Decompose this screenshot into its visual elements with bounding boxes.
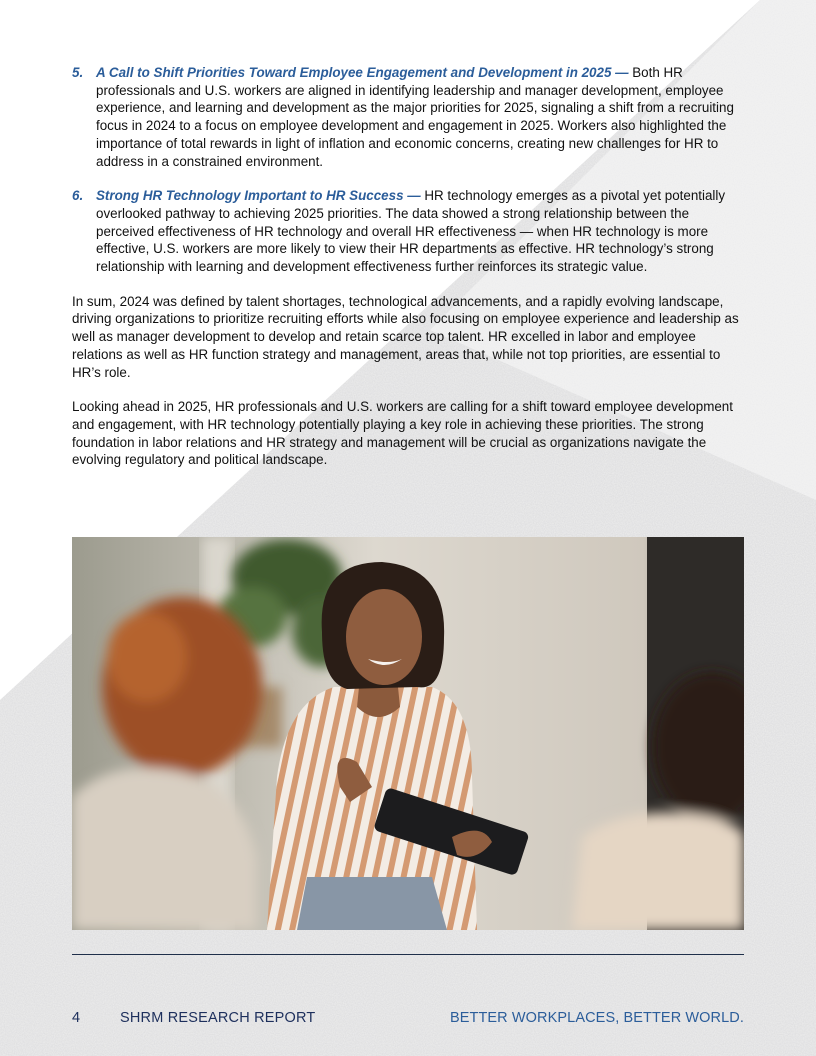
list-number: 6. (72, 188, 84, 204)
list-heading: A Call to Shift Priorities Toward Employee Engagement and Development in 2025 — (96, 65, 629, 80)
summary-paragraph: In sum, 2024 was defined by talent shortages, technological advancements, and a rapidly evolving landscape, driving organizations to prioritize recruiting efforts while also focusing on employee experience and leadership as well as manager development to develop and retain scarce top talent. HR excelled in labor and employee relations as well as HR function strategy and management, areas that, while not top priorities, are essential to HR’s role. (72, 293, 739, 380)
footer-divider (72, 954, 744, 955)
list-body: Both HR professionals and U.S. workers are aligned in identifying leadership and manager development, employee experience, and learning and development as the major priorities for 2025, signaling a shift from a recruiting focus in 2024 to a focus on employee development and engagement in 2025. Workers also highlighted the importance of total rewards in light of inflation and economic concerns, creating new challenges for HR to address in a constrained environment. (96, 65, 734, 169)
page-number: 4 (72, 1010, 81, 1026)
list-heading: Strong HR Technology Important to HR Success — (96, 188, 421, 204)
list-item (72, 64, 744, 170)
list-body: HR technology emerges as a pivotal yet potentially overlooked pathway to achieving 2025 priorities. The data showed a strong relationship between the perceived effectiveness of HR technology and overall HR effectiveness — when HR technology is more effective, U.S. workers are more likely to view their HR departments as effective. HR technology’s strong relationship with learning and development effectiveness further reinforces its strategic value. (96, 188, 726, 275)
tagline: BETTER WORKPLACES, BETTER WORLD. (449, 1010, 744, 1026)
list-item (72, 187, 744, 276)
outlook-paragraph: Looking ahead in 2025, HR professionals and U.S. workers are calling for a shift toward employee development and engagement, with HR technology potentially playing a key role in achieving these priorities. The strong foundation in labor relations and HR strategy and management will be crucial as organizations navigate the evolving regulatory and political landscape. (72, 399, 733, 468)
meeting-photo (72, 537, 744, 930)
page-footer (72, 1010, 744, 1030)
report-name: SHRM RESEARCH REPORT (120, 1010, 316, 1026)
main-content (72, 64, 744, 486)
list-number: 5. (72, 65, 84, 80)
